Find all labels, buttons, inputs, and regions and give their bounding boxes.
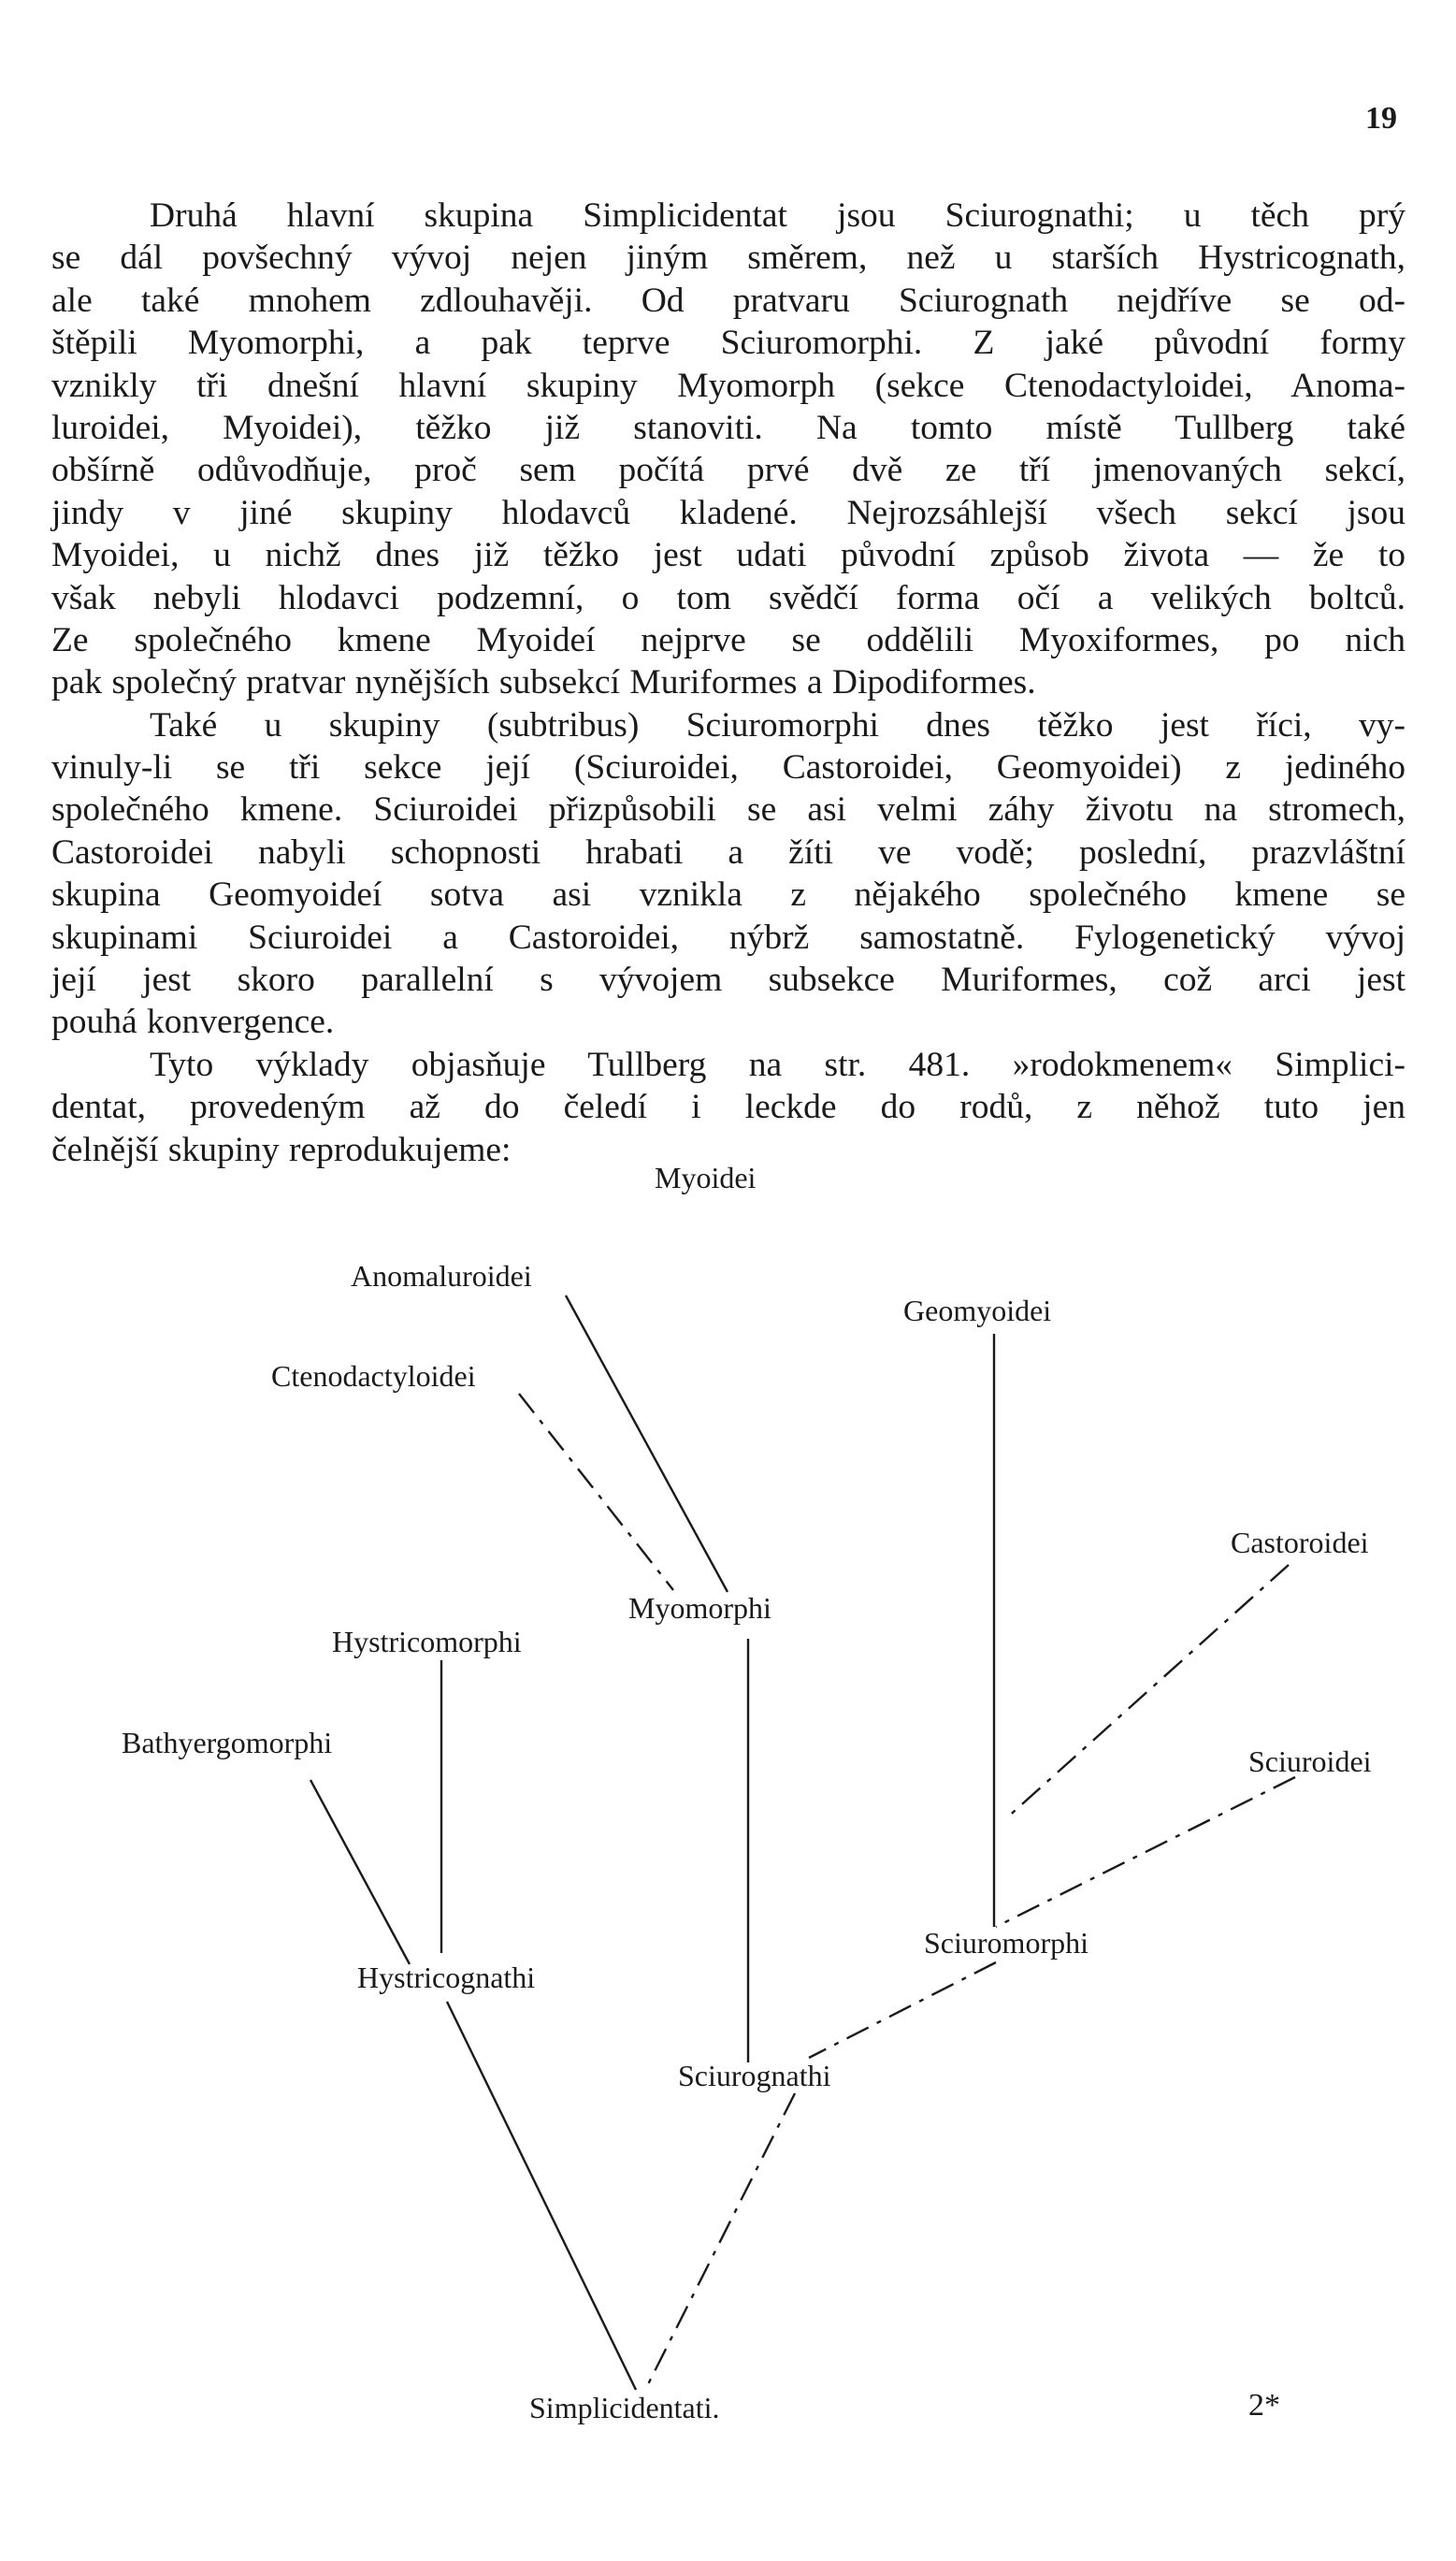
- label-hystricognathi: Hystricognathi: [357, 1961, 536, 1994]
- text-line: dentat, provedeným až do čeledí i leckde do rodů, z něhož tuto jen: [51, 1088, 1406, 1127]
- text-line: její jest skoro parallelní s vývojem subsekce Muriformes, což arci jest: [51, 961, 1406, 1000]
- text-line: pak společný pratvar nynějších subsekcí Muriformes a Dipodiformes.: [51, 663, 1036, 702]
- label-hystricomorphi: Hystricomorphi: [332, 1625, 522, 1658]
- text-line: Ze společného kmene Myoideí nejprve se oddělili Myoxiformes, po nich: [51, 620, 1406, 659]
- label-ctenodactyloidei: Ctenodactyloidei: [271, 1359, 476, 1393]
- text-line: luroidei, Myoidei), těžko již stanoviti. Na tomto místě Tullberg také: [51, 408, 1406, 447]
- text-line: se dál povšechný vývoj nejen jiným směrem, než u starších Hystricognath,: [51, 239, 1406, 278]
- text-line: jindy v jiné skupiny hlodavců kladené. Nejrozsáhlejší všech sekcí jsou: [51, 493, 1406, 532]
- label-myoidei: Myoidei: [655, 1161, 757, 1194]
- signature-mark: 2*: [1248, 2388, 1280, 2423]
- text-line: Tyto výklady objasňuje Tullberg na str. 481. »rodokmenem« Simplici-: [150, 1045, 1406, 1084]
- branch-sciuroidei-sciuromorphi: [996, 1777, 1295, 1927]
- label-myomorphi: Myomorphi: [628, 1591, 771, 1625]
- text-line: pouhá konvergence.: [51, 1003, 335, 1042]
- branch-hystricognathi-simplicidentati: [447, 2002, 636, 2390]
- label-sciurognathi: Sciurognathi: [678, 2059, 831, 2092]
- branch-sciuromorphi-sciurognathi: [809, 1962, 996, 2058]
- text-line: vznikly tři dnešní hlavní skupiny Myomorph (sekce Ctenodactyloidei, Anoma-: [51, 366, 1406, 405]
- text-line: čelnější skupiny reprodukujeme:: [51, 1130, 512, 1169]
- label-simplicidentati: Simplicidentati.: [529, 2391, 720, 2424]
- text-line: však nebyli hlodavci podzemní, o tom svědčí forma očí a velikých boltců.: [51, 578, 1406, 617]
- phylogenetic-tree-diagram: [0, 1141, 1456, 2451]
- text-line: Druhá hlavní skupina Simplicidentat jsou Sciurognathi; u těch prý: [150, 196, 1406, 235]
- page-number: 19: [1365, 101, 1397, 136]
- text-line: Myoidei, u nichž dnes již těžko jest udati původní způsob života — že to: [51, 536, 1406, 575]
- branch-sciurognathi-simplicidentati: [645, 2093, 795, 2390]
- text-line: společného kmene. Sciuroidei přizpůsobili se asi velmi záhy životu na stromech,: [51, 790, 1406, 830]
- text-line: skupina Geomyoideí sotva asi vznikla z nějakého společného kmene se: [51, 875, 1406, 915]
- label-anomaluroidei: Anomaluroidei: [351, 1259, 532, 1293]
- label-sciuromorphi: Sciuromorphi: [924, 1926, 1088, 1960]
- text-line: skupinami Sciuroidei a Castoroidei, nýbrž samostatně. Fylogenetický vývoj: [51, 918, 1406, 957]
- label-sciuroidei: Sciuroidei: [1248, 1744, 1372, 1778]
- label-geomyoidei: Geomyoidei: [903, 1294, 1052, 1327]
- label-bathyergomorphi: Bathyergomorphi: [122, 1726, 333, 1759]
- text-line: ale také mnohem zdlouhavěji. Od pratvaru Sciurognath nejdříve se od-: [51, 281, 1406, 320]
- text-line: Také u skupiny (subtribus) Sciuromorphi dnes těžko jest říci, vy-: [150, 705, 1406, 745]
- text-line: štěpili Myomorphi, a pak teprve Sciuromorphi. Z jaké původní formy: [51, 324, 1406, 363]
- text-line: Castoroidei nabyli schopnosti hrabati a žíti ve vodě; poslední, prazvláštní: [51, 832, 1406, 872]
- branch-anomaluroidei-myomorphi: [566, 1295, 728, 1592]
- text-line: vinuly-li se tři sekce její (Sciuroidei, Castoroidei, Geomyoidei) z jediného: [51, 748, 1406, 788]
- label-castoroidei: Castoroidei: [1231, 1526, 1369, 1559]
- branch-bathyergomorphi-hystricognathi: [310, 1780, 410, 1964]
- branch-castoroidei-sciuromorphi: [1005, 1565, 1289, 1819]
- text-line: obšírně odůvodňuje, proč sem počítá prvé dvě ze tří jmenovaných sekcí,: [51, 451, 1406, 490]
- branch-ctenodactyloidei-myomorphi: [519, 1394, 673, 1590]
- body-text: [51, 195, 1406, 1171]
